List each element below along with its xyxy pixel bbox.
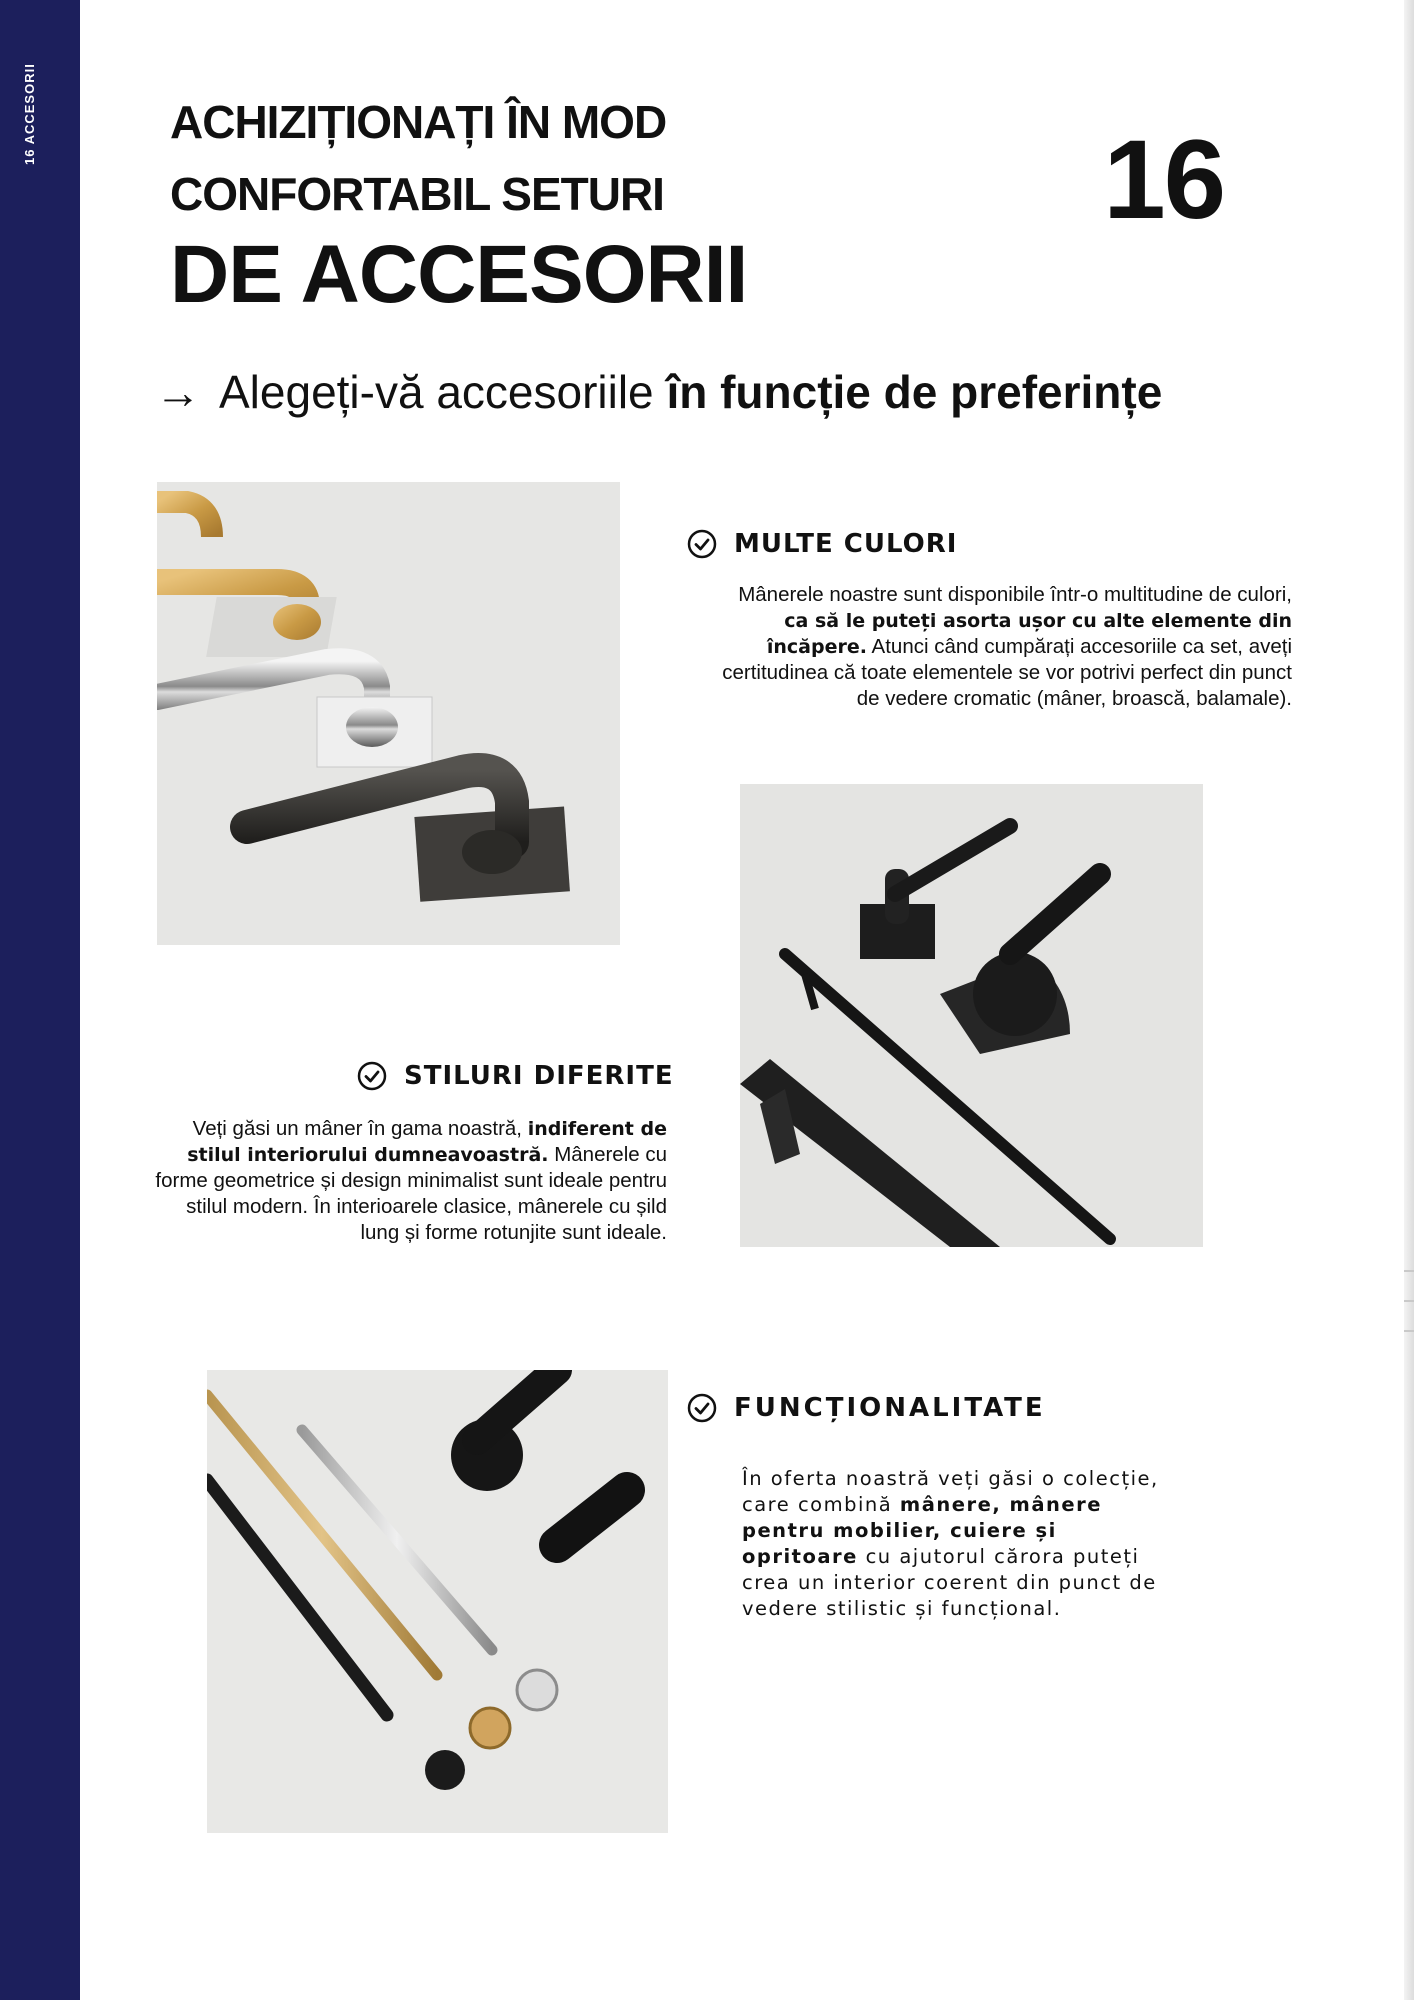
multe-culori-p2: Atunci când cumpărați accesoriile ca set, aveți certitudinea că toate elementele se vor potrivi perfect din punct de vedere cromatic (mâner, broască, balamale). xyxy=(722,635,1292,710)
functionalitate-p1: În oferta noastră veți găsi o colecție, care combină xyxy=(742,1467,1159,1516)
multe-culori-bold: ca să le puteți asorta ușor cu alte elemente din încăpere. xyxy=(766,610,1292,658)
page-edge-tick xyxy=(1404,1300,1414,1302)
subtitle xyxy=(155,362,1162,422)
page-title xyxy=(170,86,870,318)
handles-styles-photo xyxy=(740,784,1203,1247)
multe-culori-text xyxy=(720,582,1292,712)
pulls-knobs-illustration xyxy=(207,1370,668,1833)
pulls-knobs-photo xyxy=(207,1370,668,1833)
subtitle-plain: Alegeți-vă accesoriile xyxy=(219,366,654,418)
sidebar-label: 16 ACCESORII xyxy=(22,63,37,165)
stiluri-diferite-p1: Veți găsi un mâner în gama noastră, xyxy=(192,1117,523,1140)
functionalitate-p2: cu ajutorul cărora puteți crea un interior coerent din punct de vedere stilistic și funcțional. xyxy=(742,1545,1157,1620)
stiluri-diferite-text xyxy=(150,1116,667,1246)
subtitle-bold: în funcție de preferințe xyxy=(666,366,1163,418)
functionalitate-title: FUNCȚIONALITATE xyxy=(734,1393,1046,1423)
stiluri-diferite-p2: Mânerele cu forme geometrice și design minimalist sunt ideale pentru stilul modern. În interioarele clasice, mânerele cu șild lung și forme rotunjite sunt ideale. xyxy=(155,1143,667,1244)
title-line-1: ACHIZIȚIONAȚI ÎN MOD xyxy=(170,96,667,148)
page-edge-tick xyxy=(1404,1330,1414,1332)
sidebar xyxy=(0,0,80,2000)
multe-culori-title: MULTE CULORI xyxy=(734,529,958,559)
page-number: 16 xyxy=(1103,117,1224,242)
handles-colors-photo xyxy=(157,482,620,945)
arrow-right-icon: → xyxy=(155,366,201,418)
handles-styles-illustration xyxy=(740,784,1203,1247)
stiluri-diferite-title: STILURI DIFERITE xyxy=(404,1061,674,1091)
stiluri-diferite-heading xyxy=(356,1060,674,1092)
multe-culori-heading xyxy=(686,528,957,560)
stiluri-diferite-bold: indiferent de stilul interiorului dumneavoastră. xyxy=(187,1118,667,1166)
functionalitate-text xyxy=(742,1466,1172,1622)
page-edge-tick xyxy=(1404,1270,1414,1272)
handles-colors-illustration xyxy=(157,482,620,945)
check-circle-icon xyxy=(356,1060,388,1092)
functionalitate-bold: mânere, mânere pentru mobilier, cuiere și opritoare xyxy=(742,1493,1102,1568)
page-edge xyxy=(1404,0,1414,2000)
check-circle-icon xyxy=(686,528,718,560)
title-line-3: DE ACCESORII xyxy=(170,229,748,320)
check-circle-icon xyxy=(686,1392,718,1424)
title-line-2: CONFORTABIL SETURI xyxy=(170,168,664,220)
multe-culori-p1: Mânerele noastre sunt disponibile într-o multitudine de culori, xyxy=(738,583,1292,606)
functionalitate-heading xyxy=(686,1392,1046,1424)
